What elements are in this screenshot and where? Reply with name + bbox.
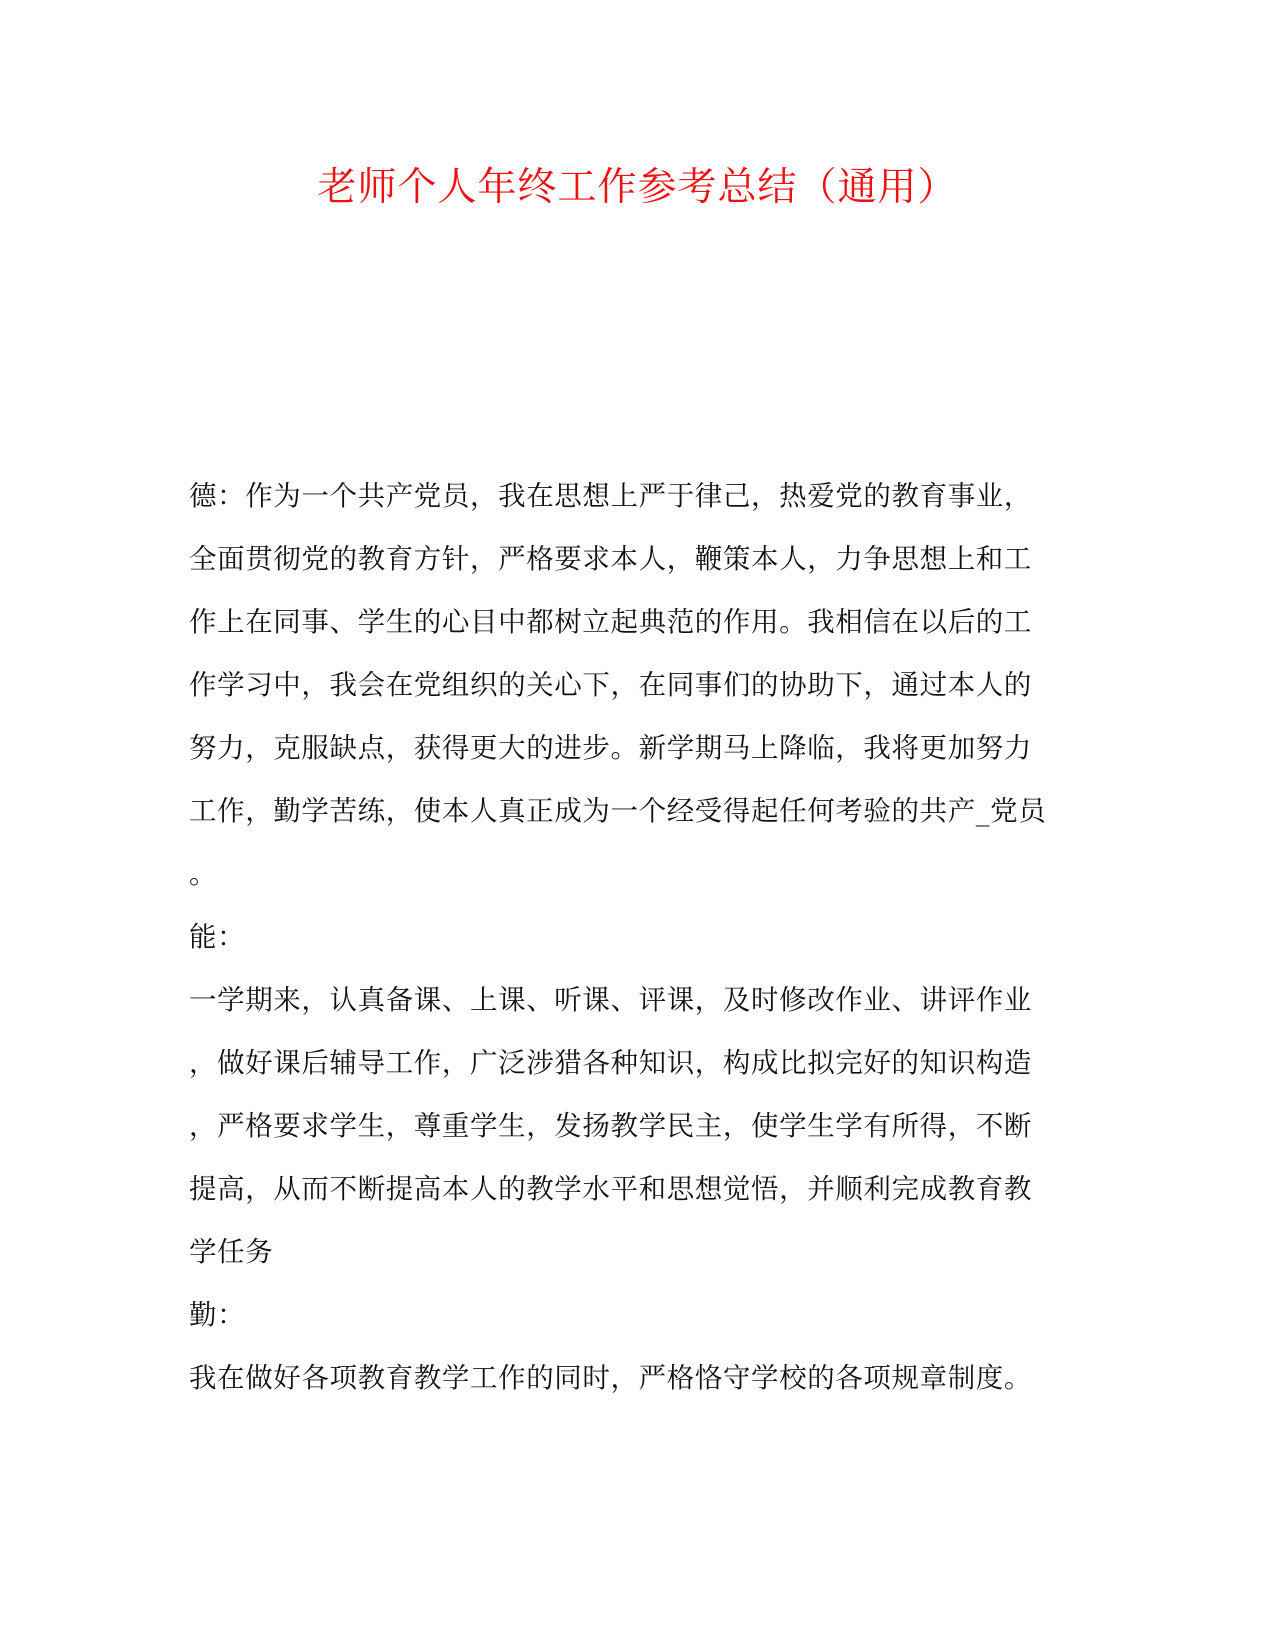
paragraph-line: 学任务 (189, 1236, 274, 1268)
paragraph-line: 提高，从而不断提高本人的教学水平和思想觉悟，并顺利完成教育教 (189, 1173, 1032, 1205)
paragraph-line: 作上在同事、学生的心目中都树立起典范的作用。我相信在以后的工 (189, 606, 1032, 638)
paragraph-line: 努力，克服缺点，获得更大的进步。新学期马上降临，我将更加努力 (189, 732, 1032, 764)
document-title: 老师个人年终工作参考总结（通用） (317, 165, 958, 210)
paragraph-line: 一学期来，认真备课、上课、听课、评课，及时修改作业、讲评作业 (189, 984, 1032, 1016)
paragraph-line: 全面贯彻党的教育方针，严格要求本人，鞭策本人，力争思想上和工 (189, 543, 1032, 575)
paragraph-line: 作学习中，我会在党组织的关心下，在同事们的协助下，通过本人的 (189, 669, 1032, 701)
paragraph-line: ，做好课后辅导工作，广泛涉猎各种知识，构成比拟完好的知识构造 (189, 1047, 1032, 1079)
paragraph-line: 工作，勤学苦练，使本人真正成为一个经受得起任何考验的共产_党员 (189, 795, 1047, 827)
section-heading-diligence: 勤： (189, 1299, 246, 1331)
paragraph-line: 德：作为一个共产党员，我在思想上严于律己，热爱党的教育事业， (189, 480, 1032, 512)
paragraph-line: 我在做好各项教育教学工作的同时，严格恪守学校的各项规章制度。 (189, 1362, 1032, 1394)
paragraph-line: 。 (189, 858, 218, 890)
paragraph-line: ，严格要求学生，尊重学生，发扬教学民主，使学生学有所得，不断 (189, 1110, 1032, 1142)
section-heading-ability: 能： (189, 921, 246, 953)
